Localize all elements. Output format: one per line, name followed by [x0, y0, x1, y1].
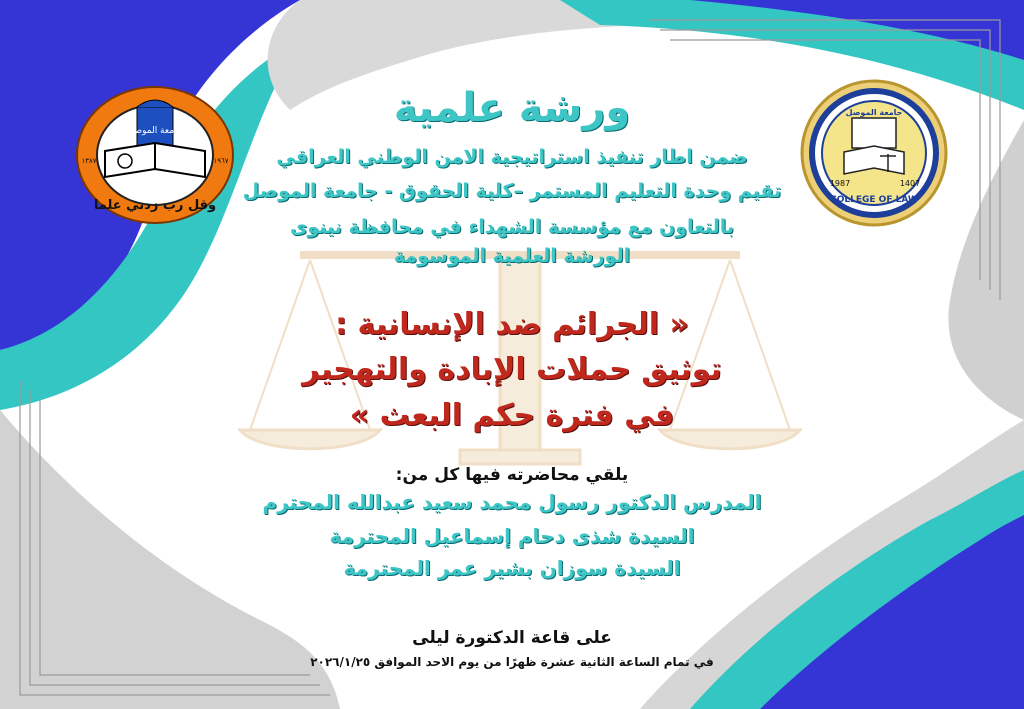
- header-line-3: بالتعاون مع مؤسسة الشهداء في محافظة نينوى: [289, 216, 735, 238]
- right-logo-band-text: COLLEGE OF LAW: [830, 195, 918, 205]
- speaker-name-1: المدرس الدكتور رسول محمد سعيد عبدالله المحترم: [262, 490, 762, 514]
- speaker-name-3: السيدة سوزان بشير عمر المحترمة: [343, 556, 681, 580]
- left-logo-top-text: جامعة الموصل: [127, 126, 183, 136]
- venue-text: على قاعة الدكتورة ليلى: [412, 628, 612, 648]
- headline-line-3: في فترة حكم البعث »: [349, 398, 675, 433]
- right-logo-top-text: جامعة الموصل: [845, 108, 903, 117]
- speakers-intro: يلقي محاضرته فيها كل من:: [395, 465, 629, 485]
- date-time-text: في تمام الساعة الثانية عشرة ظهرًا من يوم الاحد الموافق ٢٠٢٦/١/٢٥: [310, 655, 714, 669]
- left-logo-bottom-text: وقل رب زدني علما: [93, 198, 217, 213]
- speaker-name-2: السيدة شذى دحام إسماعيل المحترمة: [329, 524, 695, 548]
- left-logo-year-right: ١٩٦٧: [213, 157, 229, 165]
- page-title: ورشة علمية: [393, 85, 631, 131]
- left-logo-year-left: ١٣٨٧: [81, 157, 97, 165]
- header-line-1: ضمن اطار تنفيذ استراتيجية الامن الوطني العراقي: [276, 146, 748, 168]
- header-line-2: تقيم وحدة التعليم المستمر –كلية الحقوق - جامعة الموصل: [242, 180, 782, 202]
- headline-line-1: « الجرائم ضد الإنسانية :: [335, 307, 689, 342]
- header-line-4: الورشة العلمية الموسومة: [393, 245, 631, 267]
- right-logo-year-left: 1987: [829, 179, 851, 188]
- headline-line-2: توثيق حملات الإبادة والتهجير: [302, 352, 722, 387]
- right-logo-year-right: 1407: [899, 179, 921, 188]
